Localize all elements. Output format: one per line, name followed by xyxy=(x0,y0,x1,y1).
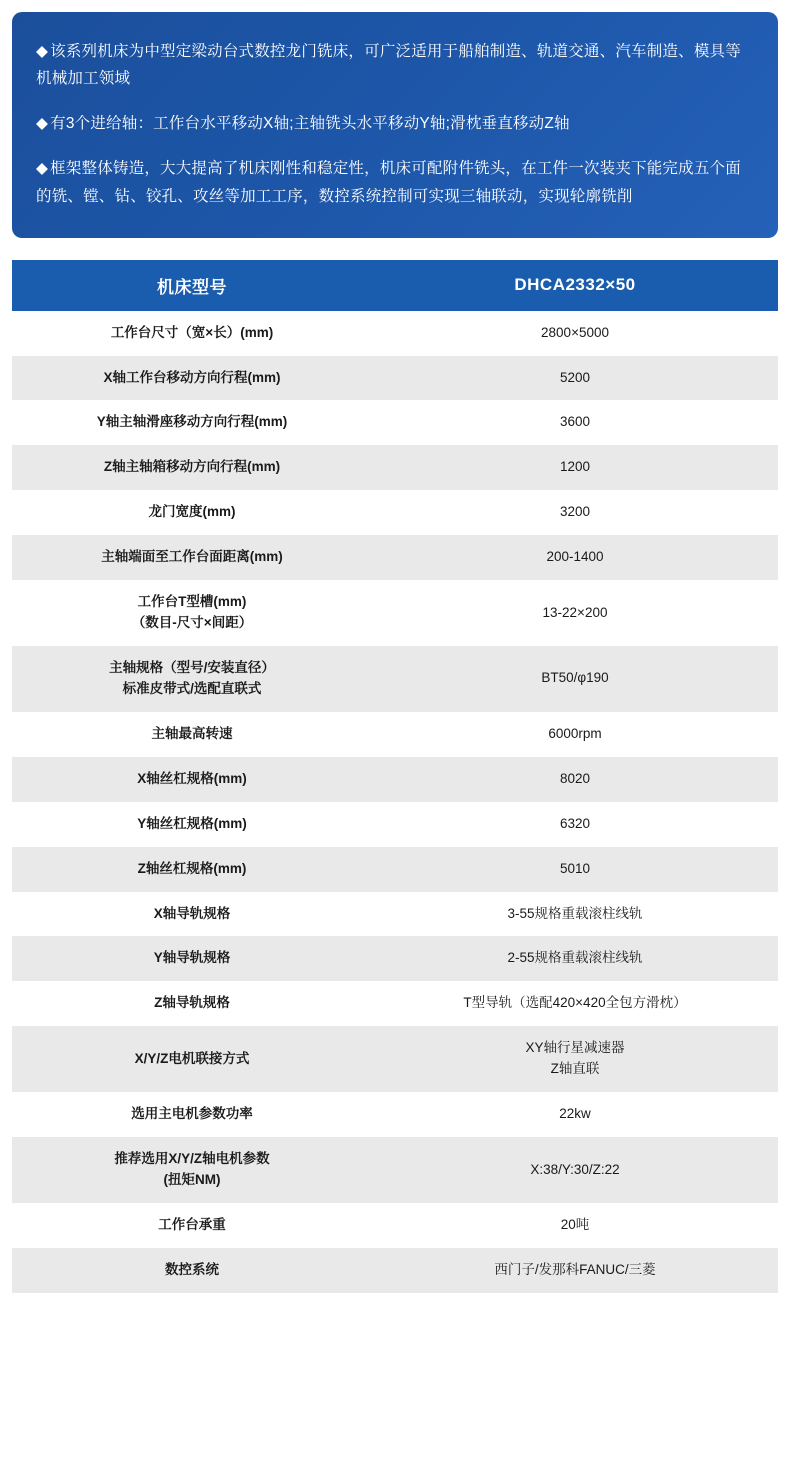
row-label-line1: 推荐选用X/Y/Z轴电机参数 xyxy=(114,1151,270,1167)
row-value: 13-22×200 xyxy=(372,580,778,646)
intro-paragraph-1 xyxy=(36,38,754,92)
table-row xyxy=(12,981,778,1026)
table-body xyxy=(12,311,778,1293)
row-label: 工作台尺寸（宽×长）(mm) xyxy=(12,311,372,356)
row-label: Y轴丝杠规格(mm) xyxy=(12,802,372,847)
table-row xyxy=(12,646,778,712)
row-label: 主轴最高转速 xyxy=(12,712,372,757)
table-header xyxy=(12,260,778,311)
table-row xyxy=(12,1248,778,1293)
bullet-diamond-icon: ◆ xyxy=(36,43,49,60)
row-value: 3600 xyxy=(372,400,778,445)
row-label: Y轴主轴滑座移动方向行程(mm) xyxy=(12,400,372,445)
intro-panel xyxy=(12,12,778,238)
row-label: 数控系统 xyxy=(12,1248,372,1293)
row-label xyxy=(12,1137,372,1203)
row-value: 西门子/发那科FANUC/三菱 xyxy=(372,1248,778,1293)
row-label: X轴导轨规格 xyxy=(12,892,372,937)
table-row xyxy=(12,892,778,937)
intro-paragraph-2 xyxy=(36,110,754,137)
table-row xyxy=(12,490,778,535)
row-value: 1200 xyxy=(372,445,778,490)
row-label-line2: （数目-尺寸×间距） xyxy=(131,615,253,631)
table-row xyxy=(12,356,778,401)
row-label: X轴丝杠规格(mm) xyxy=(12,757,372,802)
table-row xyxy=(12,1203,778,1248)
table-header-row xyxy=(12,260,778,311)
specification-table xyxy=(12,260,778,1293)
row-label: Z轴丝杠规格(mm) xyxy=(12,847,372,892)
row-value: 200-1400 xyxy=(372,535,778,580)
table-row xyxy=(12,847,778,892)
intro-paragraph-2-text: 有3个进给轴：工作台水平移动X轴;主轴铣头水平移动Y轴;滑枕垂直移动Z轴 xyxy=(50,115,570,133)
row-value: T型导轨（选配420×420全包方滑枕） xyxy=(372,981,778,1026)
table-row xyxy=(12,1092,778,1137)
row-value: 6000rpm xyxy=(372,712,778,757)
table-row xyxy=(12,445,778,490)
table-row xyxy=(12,400,778,445)
row-value xyxy=(372,1026,778,1092)
row-value: 3-55规格重载滚柱线轨 xyxy=(372,892,778,937)
row-value: 3200 xyxy=(372,490,778,535)
table-row xyxy=(12,311,778,356)
row-label: 工作台承重 xyxy=(12,1203,372,1248)
table-header-label: 机床型号 xyxy=(12,260,372,311)
row-label-line1: 主轴规格（型号/安装直径） xyxy=(109,660,275,675)
row-value-line1: XY轴行星减速器 xyxy=(525,1040,625,1056)
table-row xyxy=(12,1026,778,1092)
intro-paragraph-1-text: 该系列机床为中型定梁动台式数控龙门铣床，可广泛适用于船舶制造、轨道交通、汽车制造、模具等机械加工领域 xyxy=(36,43,741,88)
row-label: Z轴导轨规格 xyxy=(12,981,372,1026)
row-label: Z轴主轴箱移动方向行程(mm) xyxy=(12,445,372,490)
row-label-line2: 标准皮带式/选配直联式 xyxy=(122,680,262,696)
row-label: X轴工作台移动方向行程(mm) xyxy=(12,356,372,401)
table-row xyxy=(12,712,778,757)
row-value-line2: Z轴直联 xyxy=(550,1061,600,1077)
row-label xyxy=(12,646,372,712)
row-value: 5200 xyxy=(372,356,778,401)
table-row xyxy=(12,535,778,580)
row-value: 2800×5000 xyxy=(372,311,778,356)
table-row xyxy=(12,1137,778,1203)
row-label: 选用主电机参数功率 xyxy=(12,1092,372,1137)
row-value: 8020 xyxy=(372,757,778,802)
table-row xyxy=(12,580,778,646)
row-value: 5010 xyxy=(372,847,778,892)
row-label-line1: 工作台T型槽(mm) xyxy=(137,594,247,610)
row-label: X/Y/Z电机联接方式 xyxy=(12,1026,372,1092)
row-value: BT50/φ190 xyxy=(372,646,778,712)
table-row xyxy=(12,757,778,802)
row-value: 22kw xyxy=(372,1092,778,1137)
row-value: 2-55规格重载滚柱线轨 xyxy=(372,936,778,981)
intro-paragraph-3 xyxy=(36,155,754,209)
row-value: 20吨 xyxy=(372,1203,778,1248)
table-row xyxy=(12,936,778,981)
row-value: X:38/Y:30/Z:22 xyxy=(372,1137,778,1203)
row-label: 龙门宽度(mm) xyxy=(12,490,372,535)
bullet-diamond-icon: ◆ xyxy=(36,160,49,178)
row-label-line2: (扭矩NM) xyxy=(163,1171,221,1187)
bullet-diamond-icon: ◆ xyxy=(36,115,49,133)
row-label: 主轴端面至工作台面距离(mm) xyxy=(12,535,372,580)
table-row xyxy=(12,802,778,847)
row-label xyxy=(12,580,372,646)
row-label: Y轴导轨规格 xyxy=(12,936,372,981)
intro-paragraph-3-text: 框架整体铸造，大大提高了机床刚性和稳定性，机床可配附件铣头，在工件一次装夹下能完成五个面的铣、镗、钻、铰孔、攻丝等加工工序，数控系统控制可实现三轴联动，实现轮廓铣削 xyxy=(36,160,741,205)
row-value: 6320 xyxy=(372,802,778,847)
table-header-value: DHCA2332×50 xyxy=(372,260,778,311)
